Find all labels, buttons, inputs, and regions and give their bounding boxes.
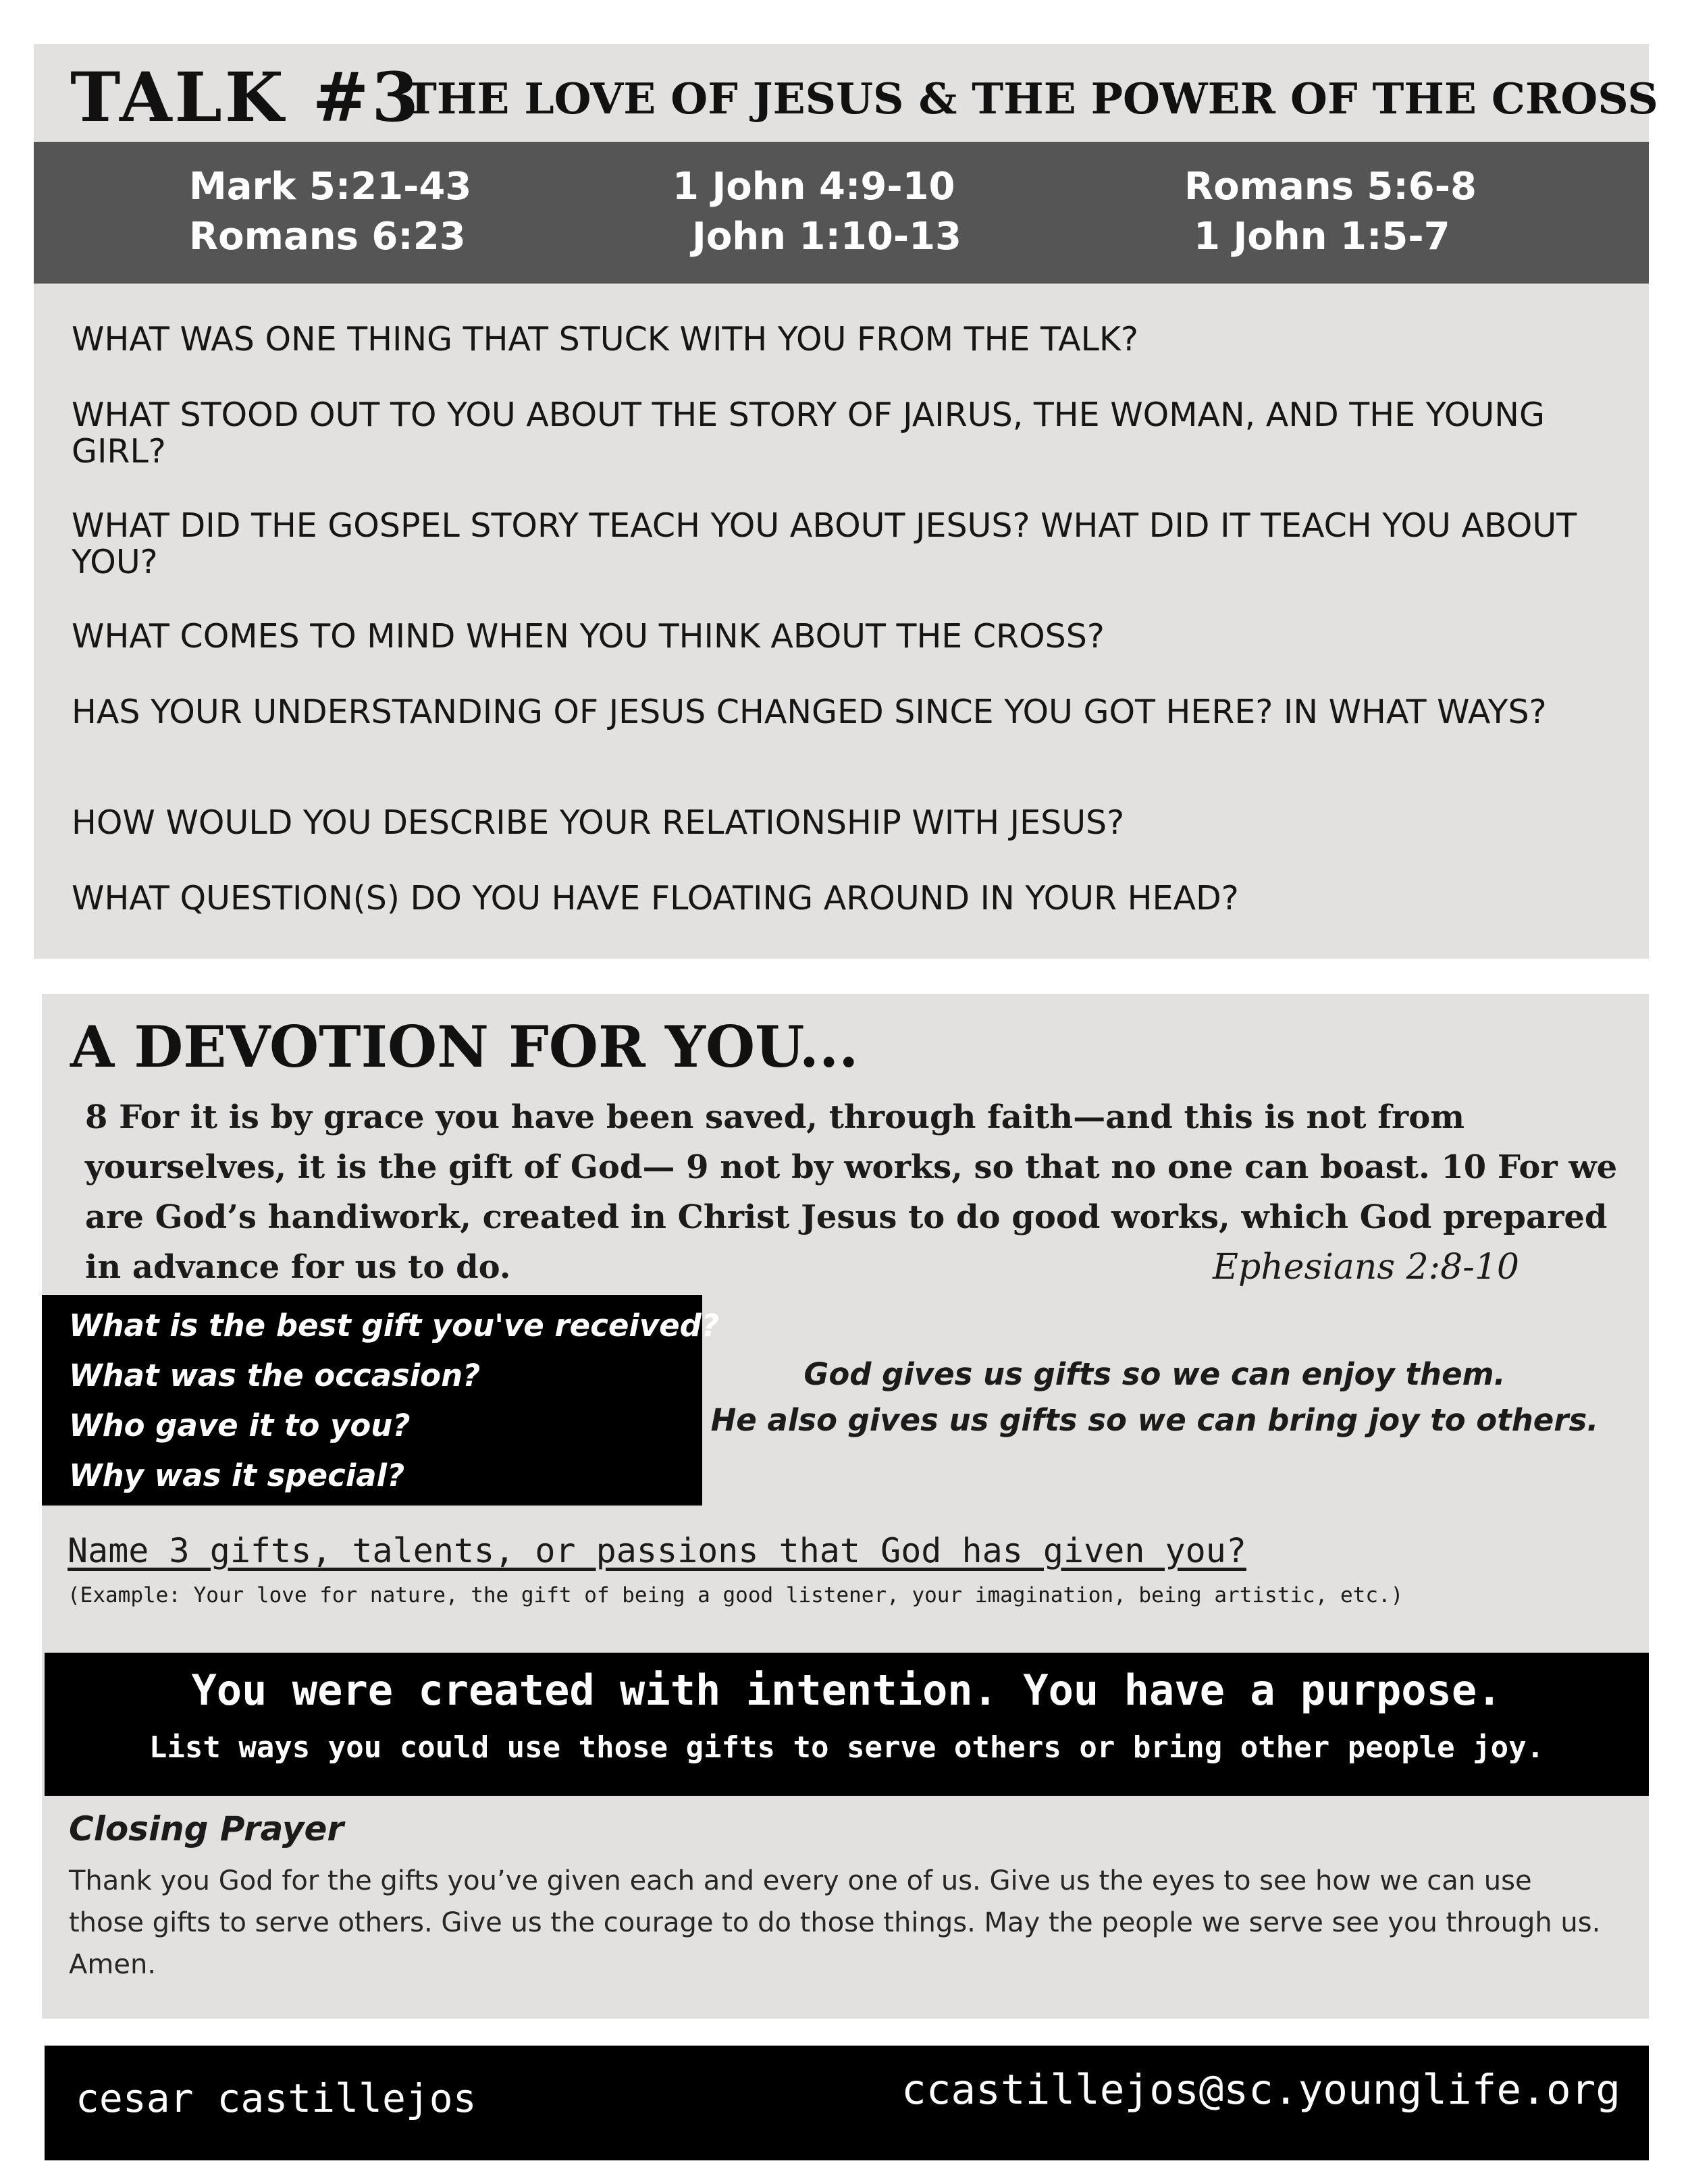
footer-name: cesar castillejos — [76, 2075, 477, 2121]
scripture-ref: Mark 5:21-43 — [189, 165, 472, 209]
gifts-statement — [702, 1352, 1607, 1443]
discussion-question: WHAT QUESTION(S) DO YOU HAVE FLOATING AROUND IN YOUR HEAD? — [72, 879, 1239, 917]
gifts-statement-line: He also gives us gifts so we can bring joy to others. — [710, 1402, 1599, 1438]
talk-number: TALK #3 — [70, 57, 421, 137]
verse-text: 8 For it is by grace you have been saved, through faith—and this is not from yourselves, it is the gift of God— 9 not by works, so that no one can boast. 10 For we are God’s handiwork, created in Christ Jesus to do good works, which God prepared in advance for us to do. — [85, 1098, 1618, 1286]
gift-question: Why was it special? — [69, 1458, 405, 1493]
discussion-question: WHAT DID THE GOSPEL STORY TEACH YOU ABOUT JESUS? WHAT DID IT TEACH YOU ABOUT YOU? — [72, 506, 1577, 581]
scripture-ref: Romans 6:23 — [189, 215, 466, 259]
name-gifts-example: (Example: Your love for nature, the gift of being a good listener, your imagination, being artistic, etc.) — [68, 1583, 1404, 1607]
prayer-heading: Closing Prayer — [69, 1809, 344, 1848]
gifts-statement-line: God gives us gifts so we can enjoy them. — [803, 1356, 1506, 1392]
scripture-bar — [34, 142, 1649, 284]
scripture-ref: 1 John 4:9-10 — [672, 165, 955, 209]
purpose-subline: List ways you could use those gifts to serve others or bring other people joy. — [149, 1730, 1545, 1765]
discussion-question: WHAT COMES TO MIND WHEN YOU THINK ABOUT THE CROSS? — [72, 617, 1105, 656]
scripture-ref: 1 John 1:5-7 — [1194, 215, 1450, 259]
discussion-question: HAS YOUR UNDERSTANDING OF JESUS CHANGED SINCE YOU GOT HERE? IN WHAT WAYS? — [72, 693, 1547, 731]
verse-reference: Ephesians 2:8-10 — [1213, 1247, 1519, 1287]
talk-title: THE LOVE OF JESUS & THE POWER OF THE CROSS — [405, 74, 1658, 124]
discussion-question: WHAT WAS ONE THING THAT STUCK WITH YOU FROM THE TALK? — [72, 320, 1139, 358]
prayer-text: Thank you God for the gifts you’ve given each and every one of us. Give us the eyes to see how we can use those gifts to serve others. Give us the courage to do those things. May the people we serve see you through us. Amen. — [69, 1865, 1601, 1980]
scripture-ref: John 1:10-13 — [692, 215, 961, 259]
discussion-question: WHAT STOOD OUT TO YOU ABOUT THE STORY OF JAIRUS, THE WOMAN, AND THE YOUNG GIRL? — [72, 396, 1545, 471]
footer-email[interactable]: ccastillejos@sc.younglife.org — [901, 2066, 1620, 2114]
scripture-ref: Romans 5:6-8 — [1184, 165, 1477, 209]
gift-question: What is the best gift you've received? — [69, 1308, 719, 1343]
gift-question: What was the occasion? — [69, 1358, 481, 1393]
gift-question: Who gave it to you? — [69, 1408, 411, 1443]
name-gifts-prompt: Name 3 gifts, talents, or passions that God has given you? — [68, 1531, 1246, 1570]
purpose-headline: You were created with intention. You have a purpose. — [191, 1666, 1502, 1715]
devotion-title: A DEVOTION FOR YOU... — [70, 1013, 859, 1080]
discussion-question: HOW WOULD YOU DESCRIBE YOUR RELATIONSHIP WITH JESUS? — [72, 803, 1125, 842]
